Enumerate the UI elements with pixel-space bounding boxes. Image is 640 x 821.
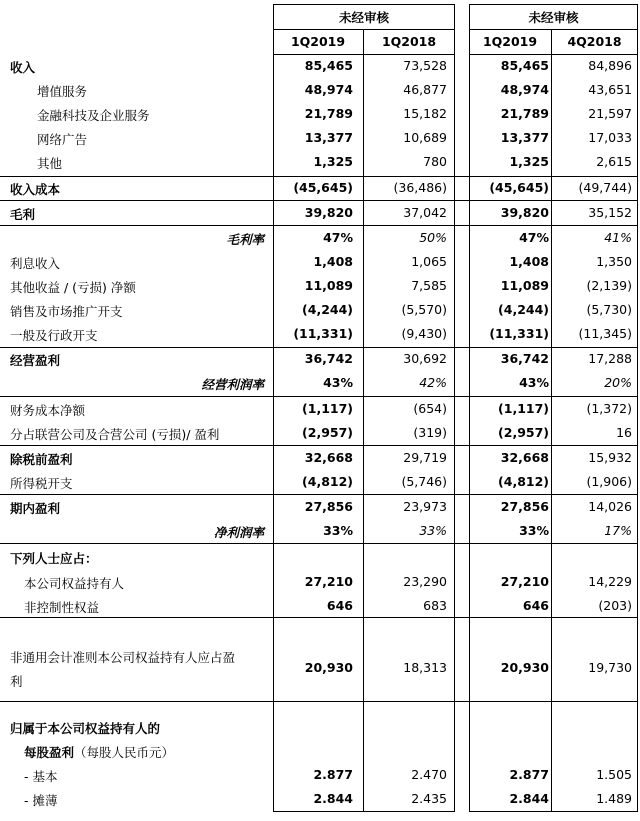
- row-label: 收入成本: [10, 182, 61, 197]
- cell: (4,244): [498, 302, 549, 317]
- cell: 50%: [419, 230, 447, 245]
- cell: 85,465: [304, 58, 353, 73]
- cell: 21,789: [500, 106, 549, 121]
- row-label: 非控制性权益: [24, 600, 100, 615]
- cell: 1,065: [411, 254, 447, 269]
- cell: (2,957): [498, 425, 549, 440]
- cell: 36,742: [304, 351, 353, 366]
- cell: 1.489: [596, 791, 632, 806]
- row-label: 本公司权益持有人: [24, 576, 125, 591]
- row-label: - 基本: [24, 769, 58, 784]
- cell: 33%: [323, 523, 353, 538]
- row-label: 毛利: [10, 207, 36, 222]
- cell: (1,117): [302, 401, 353, 416]
- cell: 23,290: [403, 574, 447, 589]
- cell: (4,812): [302, 474, 353, 489]
- header-rule: [273, 29, 455, 30]
- cell: (654): [413, 401, 447, 416]
- cell: 23,973: [403, 499, 447, 514]
- cell: 7,585: [411, 278, 447, 293]
- section-rule: [0, 445, 638, 446]
- cell: 13,377: [500, 130, 549, 145]
- section-rule: [0, 617, 638, 618]
- cell: 73,528: [403, 58, 447, 73]
- row-label: 经营盈利: [10, 353, 61, 368]
- group2-title: 未经审核: [528, 10, 579, 25]
- cell: (1,117): [498, 401, 549, 416]
- row-label: - 摊薄: [24, 793, 58, 808]
- column-divider: [363, 29, 364, 812]
- cell: (319): [413, 425, 447, 440]
- header-rule: [469, 29, 638, 30]
- column-header: 1Q2019: [482, 34, 538, 49]
- section-rule: [0, 543, 638, 544]
- row-label: 经营利润率: [201, 377, 264, 392]
- cell: 27,856: [500, 499, 549, 514]
- cell: 43,651: [588, 82, 632, 97]
- row-label: [24, 743, 174, 761]
- group1-title: 未经审核: [338, 10, 389, 25]
- cell: 30,692: [403, 351, 447, 366]
- cell: 646: [522, 598, 549, 613]
- cell: 13,377: [304, 130, 353, 145]
- section-rule: [0, 396, 638, 397]
- cell: 27,210: [500, 574, 549, 589]
- cell: 20%: [604, 375, 632, 390]
- cell: (9,430): [401, 326, 447, 341]
- eps-label: 每股盈利: [24, 745, 75, 760]
- row-label: 一般及行政开支: [10, 328, 98, 343]
- cell: 47%: [323, 230, 353, 245]
- row-label: 其他收益 / (亏损) 净额: [10, 280, 136, 295]
- cell: 33%: [519, 523, 549, 538]
- section-rule: [0, 494, 638, 495]
- column-header: 1Q2019: [290, 34, 346, 49]
- cell: 35,152: [588, 205, 632, 220]
- cell: 32,668: [500, 450, 549, 465]
- cell: 42%: [419, 375, 447, 390]
- cell: 36,742: [500, 351, 549, 366]
- row-label: 所得税开支: [10, 476, 73, 491]
- cell: 15,182: [403, 106, 447, 121]
- cell: 29,719: [403, 450, 447, 465]
- cell: 32,668: [304, 450, 353, 465]
- row-label: 销售及市场推广开支: [10, 304, 123, 319]
- cell: 2.844: [313, 791, 353, 806]
- cell: 46,877: [403, 82, 447, 97]
- cell: (5,570): [401, 302, 447, 317]
- row-label: 其他: [37, 156, 63, 171]
- column-divider: [551, 29, 552, 812]
- cell: (2,957): [302, 425, 353, 440]
- row-label: 净利润率: [213, 525, 264, 540]
- cell: (36,486): [393, 180, 447, 195]
- row-label: 财务成本净额: [10, 403, 86, 418]
- header-rule: [469, 54, 638, 55]
- cell: 48,974: [304, 82, 353, 97]
- cell: 18,313: [403, 660, 447, 675]
- cell: 1,325: [313, 154, 353, 169]
- cell: (5,746): [401, 474, 447, 489]
- cell: (1,372): [586, 401, 632, 416]
- cell: 14,229: [588, 574, 632, 589]
- cell: (1,906): [586, 474, 632, 489]
- cell: 20,930: [500, 660, 549, 675]
- cell: 1,408: [313, 254, 353, 269]
- row-label-continued: 利: [10, 674, 23, 689]
- cell: 2.877: [509, 767, 549, 782]
- cell: (4,244): [302, 302, 353, 317]
- cell: 780: [423, 154, 447, 169]
- row-label: 除税前盈利: [10, 452, 73, 467]
- cell: (11,331): [293, 326, 353, 341]
- cell: 43%: [323, 375, 353, 390]
- cell: (45,645): [293, 180, 353, 195]
- cell: (45,645): [489, 180, 549, 195]
- row-label: 归属于本公司权益持有人的: [10, 721, 161, 736]
- cell: (11,345): [578, 326, 632, 341]
- cell: 15,932: [588, 450, 632, 465]
- cell: 646: [326, 598, 353, 613]
- row-label: 下列人士应占：: [10, 551, 98, 566]
- row-label: 期内盈利: [10, 501, 61, 516]
- row-label: 非通用会计准则本公司权益持有人应占盈: [10, 650, 236, 665]
- cell: 1,350: [596, 254, 632, 269]
- cell: (11,331): [489, 326, 549, 341]
- row-label: 增值服务: [37, 84, 88, 99]
- cell: 2,615: [596, 154, 632, 169]
- cell: 84,896: [588, 58, 632, 73]
- cell: 37,042: [403, 205, 447, 220]
- cell: 21,597: [588, 106, 632, 121]
- cell: 2.877: [313, 767, 353, 782]
- cell: 16: [616, 425, 632, 440]
- cell: 17,033: [588, 130, 632, 145]
- cell: 17%: [604, 523, 632, 538]
- cell: 20,930: [304, 660, 353, 675]
- cell: 1,325: [509, 154, 549, 169]
- cell: 33%: [419, 523, 447, 538]
- cell: 19,730: [588, 660, 632, 675]
- cell: 10,689: [403, 130, 447, 145]
- row-label: 收入: [10, 60, 36, 75]
- cell: 2.844: [509, 791, 549, 806]
- cell: 41%: [604, 230, 632, 245]
- header-rule: [273, 54, 455, 55]
- row-label: 利息收入: [10, 256, 61, 271]
- row-label: 网络广告: [37, 132, 88, 147]
- cell: 2.470: [411, 767, 447, 782]
- cell: (203): [598, 598, 632, 613]
- section-rule: [0, 200, 638, 201]
- cell: 48,974: [500, 82, 549, 97]
- cell: (4,812): [498, 474, 549, 489]
- column-header: 1Q2018: [381, 34, 437, 49]
- cell: 2.435: [411, 791, 447, 806]
- section-rule: [0, 225, 638, 226]
- cell: 14,026: [588, 499, 632, 514]
- cell: 21,789: [304, 106, 353, 121]
- cell: 683: [423, 598, 447, 613]
- cell: 1.505: [596, 767, 632, 782]
- cell: 47%: [519, 230, 549, 245]
- cell: 11,089: [500, 278, 549, 293]
- eps-note: （每股人民币元）: [74, 745, 175, 760]
- cell: 17,288: [588, 351, 632, 366]
- row-label: 金融科技及企业服务: [37, 108, 150, 123]
- row-label: 分占联营公司及合营公司 (亏损)/ 盈利: [10, 427, 220, 442]
- cell: 43%: [519, 375, 549, 390]
- row-label: 毛利率: [226, 232, 264, 247]
- cell: 85,465: [500, 58, 549, 73]
- cell: (2,139): [586, 278, 632, 293]
- column-header: 4Q2018: [567, 34, 622, 49]
- cell: 27,210: [304, 574, 353, 589]
- section-rule: [0, 176, 638, 177]
- cell: 39,820: [304, 205, 353, 220]
- cell: 39,820: [500, 205, 549, 220]
- section-rule: [0, 701, 638, 702]
- cell: (49,744): [578, 180, 632, 195]
- cell: 27,856: [304, 499, 353, 514]
- section-rule: [0, 347, 638, 348]
- cell: 11,089: [304, 278, 353, 293]
- cell: 1,408: [509, 254, 549, 269]
- cell: (5,730): [586, 302, 632, 317]
